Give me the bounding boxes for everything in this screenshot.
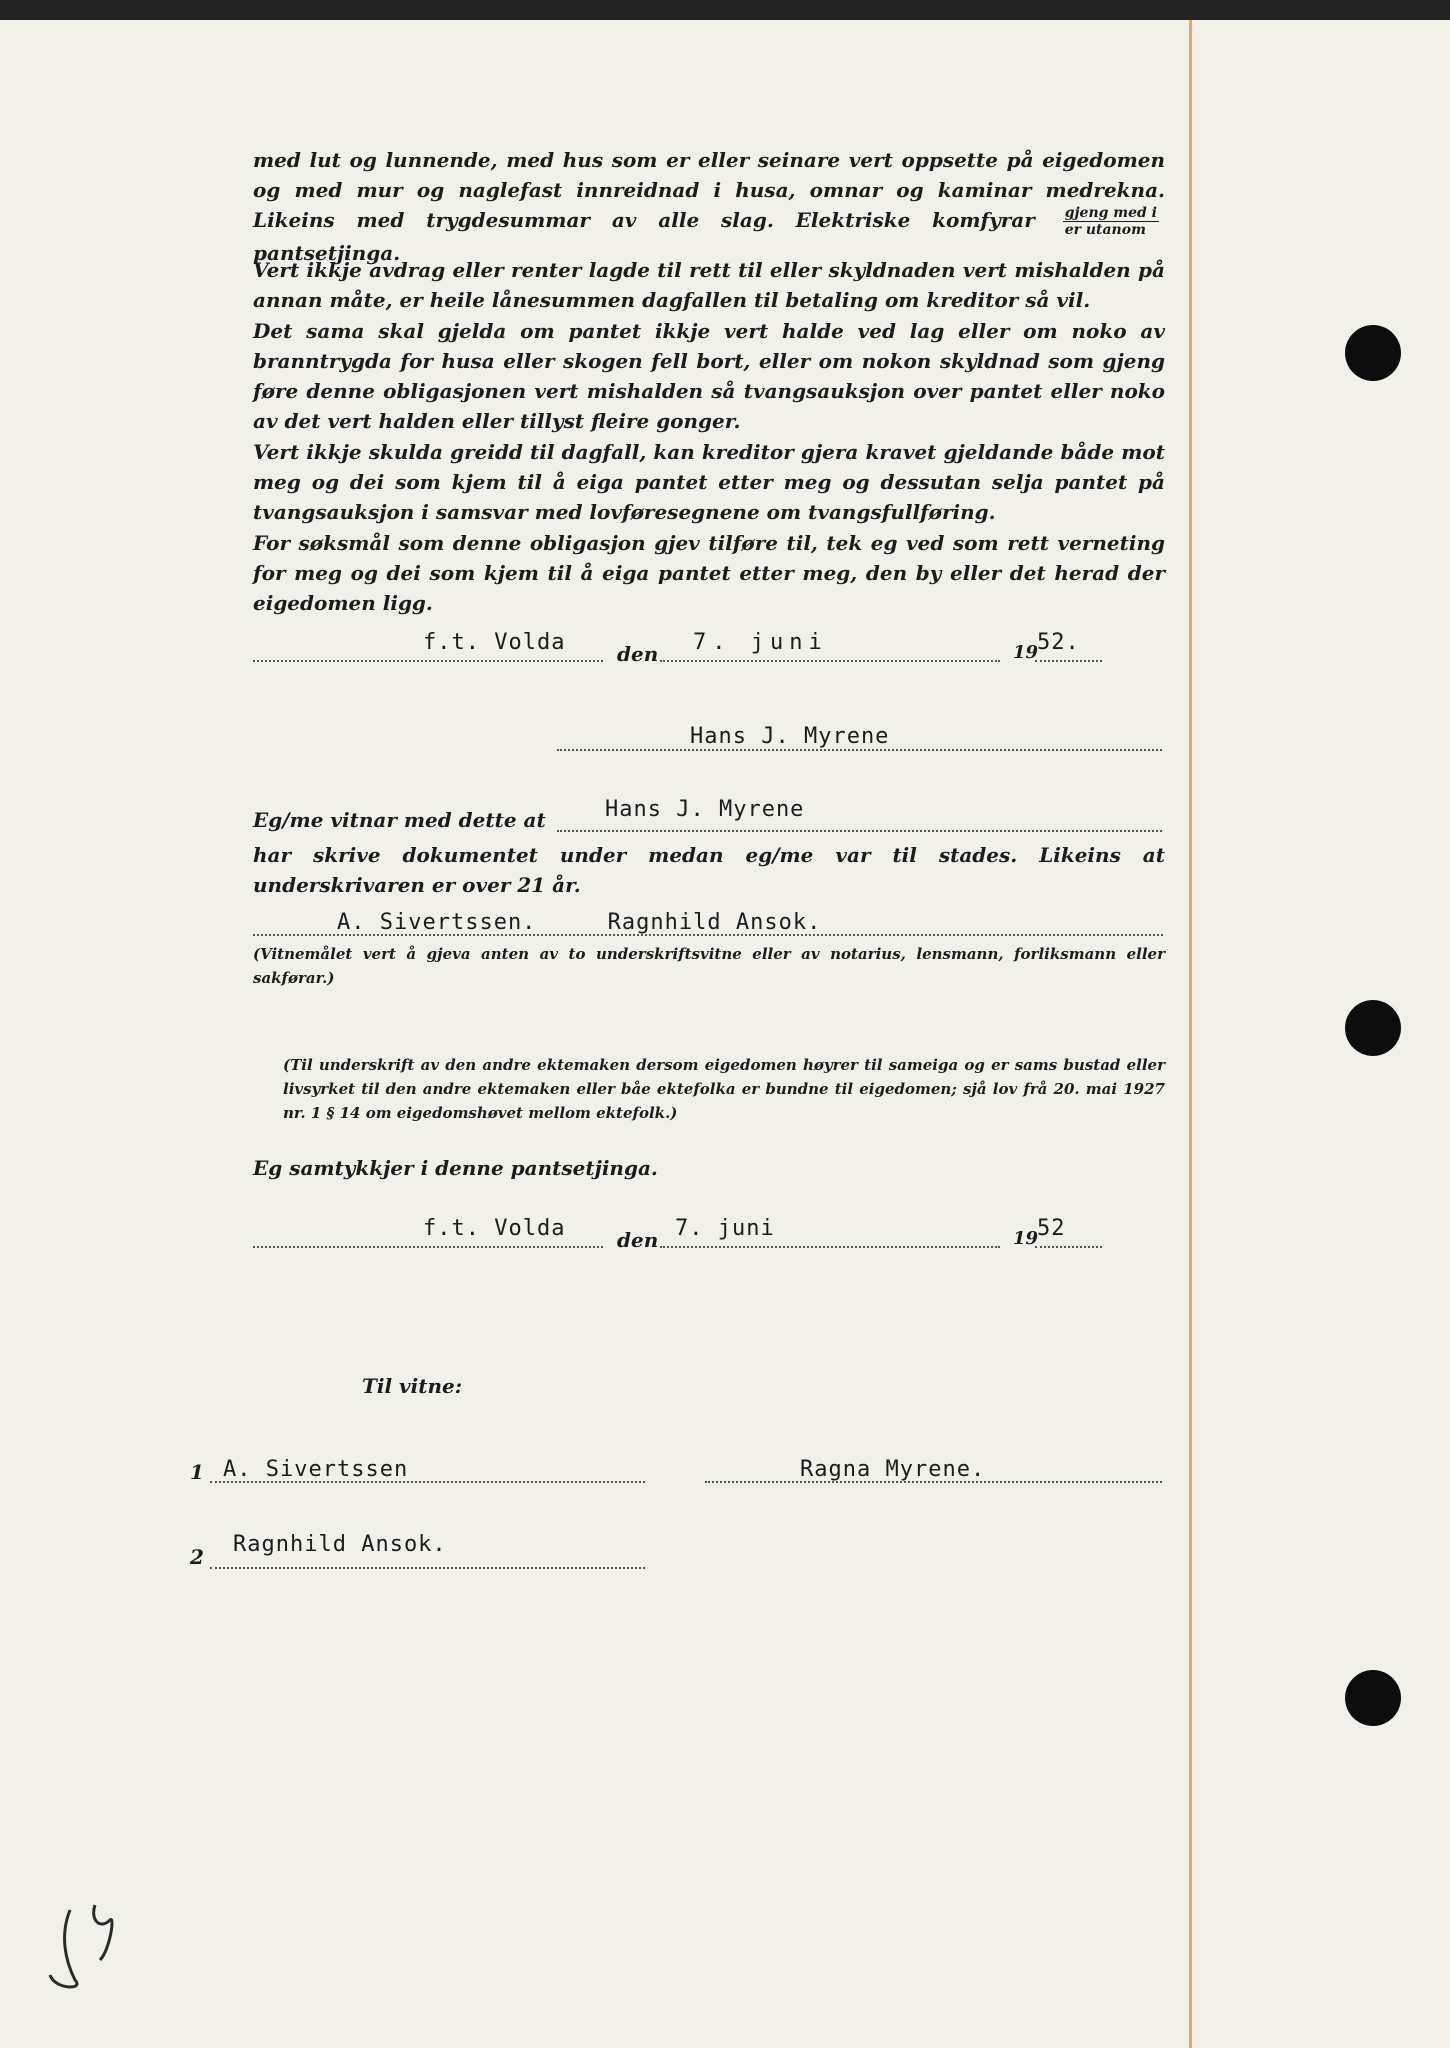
paragraph-text: har skrive dokumentet under medan eg/me var til stades. Likeins at underskrivaren er over 21 år. <box>253 843 1165 897</box>
fraction-top: gjeng med i <box>1064 205 1157 221</box>
date-line <box>660 660 1000 662</box>
paragraph-text: Vert ikkje avdrag eller renter lagde til rett til eller skyldnaden vert mishalden på annan måte, er heile lånesummen dagfallen til betaling om kreditor så vil. <box>253 258 1165 312</box>
witness-1-line <box>210 1481 645 1483</box>
signature-borrower: Hans J. Myrene <box>690 724 890 749</box>
handwritten-mark-icon <box>40 1890 130 2000</box>
den2-label: den <box>617 1228 659 1252</box>
spouse-signature: Ragna Myrene. <box>800 1457 986 1482</box>
date-place: f.t. Volda <box>423 630 566 655</box>
year2-line <box>1035 1246 1102 1248</box>
consent-text: Eg samtykkjer i denne pantsetjinga. <box>253 1156 658 1180</box>
year2-prefix: 19 <box>1013 1228 1039 1249</box>
paragraph-text: pantsetjinga. <box>253 241 401 265</box>
witness-2-number: 2 <box>190 1545 204 1569</box>
fraction-choice <box>1063 205 1159 238</box>
witness-2-name: Ragnhild Ansok. <box>233 1532 447 1557</box>
punch-hole <box>1345 1000 1401 1056</box>
paragraph-property <box>253 145 1165 268</box>
year-suffix: 52. <box>1037 630 1080 655</box>
year-line <box>1035 660 1102 662</box>
paragraph-venue <box>253 528 1165 618</box>
year2-suffix: 52 <box>1037 1216 1066 1241</box>
den-label: den <box>617 642 659 666</box>
witness-1-number: 1 <box>190 1460 204 1484</box>
witness-1-name: A. Sivertssen <box>223 1457 409 1482</box>
punch-hole <box>1345 325 1401 381</box>
paragraph-insurance <box>253 316 1165 436</box>
date2-line <box>660 1246 1000 1248</box>
witness-signatures: A. Sivertssen. Ragnhild Ansok. <box>337 910 822 935</box>
punch-hole <box>1345 1670 1401 1726</box>
witness-signature-line <box>253 934 1163 936</box>
paragraph-text: Vert ikkje skulda greidd til dagfall, kan kreditor gjera kravet gjeldande både mot meg og dei som kjem til å eiga pantet etter meg og dessutan selja pantet på tvangsauksjon i samsvar med lovføresegnene om tvangsfullføring. <box>253 440 1165 524</box>
paragraph-text: med lut og lunnende, med hus som er eller seinare vert oppsette på eigedomen og med mur og naglefast innreidnad i husa, omnar og kaminar medrekna. Likeins med trygdesummar av alle slag. Elektriske komfyrar <box>253 148 1165 232</box>
margin-line <box>1189 20 1192 2048</box>
date2-place: f.t. Volda <box>423 1216 566 1241</box>
paragraph-default <box>253 255 1165 315</box>
spouse-note: (Til underskrift av den andre ektemaken dersom eigedomen høyrer til sameiga og er sams bustad eller livsyrket til den andre ektemaken eller båe ektefolka er bundne til eigedomen; sjå lov frå 20. mai 1927 nr. 1 § 14 om eigedomshøvet mellom ektefolk.) <box>283 1056 1165 1122</box>
date2-place-line <box>253 1246 603 1248</box>
paragraph-text: For søksmål som denne obligasjon gjev tilføre til, tek eg ved som rett verneting for meg og dei som kjem til å eiga pantet etter meg, den by eller det herad der eigedomen ligg. <box>253 531 1165 615</box>
fraction-bottom: er utanom <box>1064 222 1146 238</box>
witness-name-line <box>557 830 1162 832</box>
signature-line <box>557 749 1162 751</box>
witness-note: (Vitnemålet vert å gjeva anten av to underskriftsvitne eller av notarius, lensmann, forliksmann eller sakførar.) <box>253 945 1165 987</box>
date2-value: 7. juni <box>675 1216 775 1241</box>
paragraph-text: Det sama skal gjelda om pantet ikkje vert halde ved lag eller om noko av branntrygda for husa eller skogen fell bort, eller om nokon skyldnad som gjeng føre denne obligasjonen vert mishalden så tvangsauksjon over pantet eller noko av det vert halden eller tillyst fleire gonger. <box>253 319 1165 433</box>
witness-2-line <box>210 1567 645 1569</box>
witness-statement-text <box>253 840 1165 900</box>
scan-border <box>0 0 1450 20</box>
witnesses-label: Til vitne: <box>362 1374 463 1398</box>
date-value: 7. juni <box>693 630 828 655</box>
date-place-line <box>253 660 603 662</box>
year-prefix: 19 <box>1013 642 1039 663</box>
witness-statement-label: Eg/me vitnar med dette at <box>253 808 546 832</box>
witness-statement-name: Hans J. Myrene <box>605 797 805 822</box>
paragraph-enforcement <box>253 437 1165 527</box>
spouse-signature-line <box>705 1481 1162 1483</box>
